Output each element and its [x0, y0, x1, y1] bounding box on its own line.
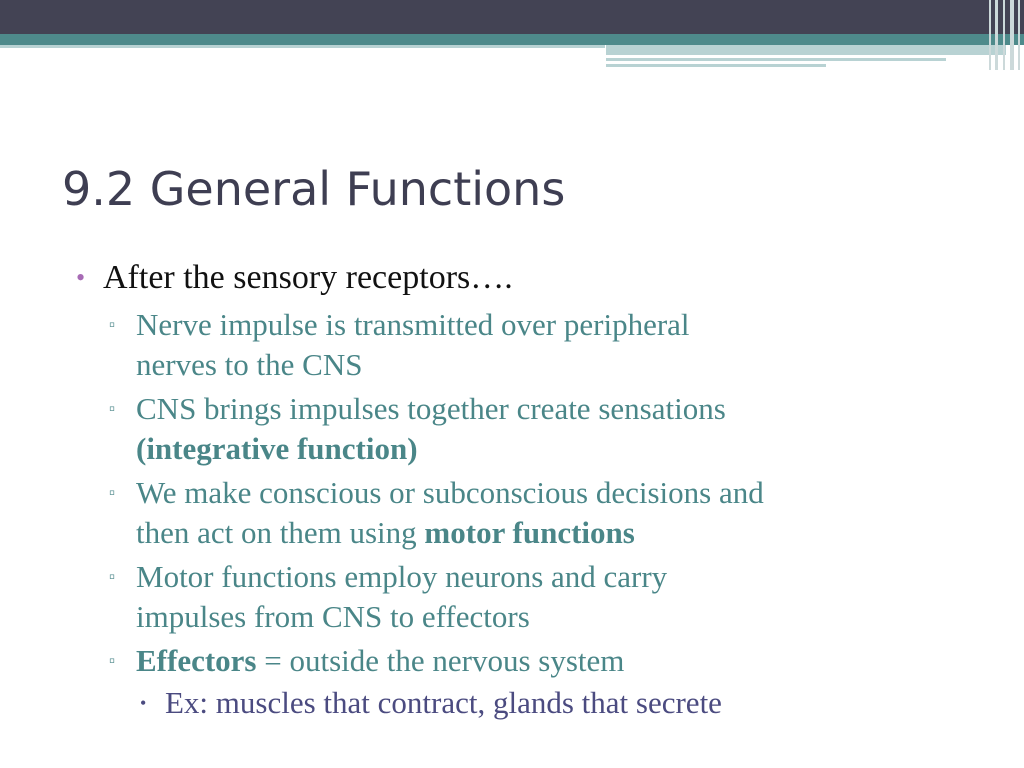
sub-bullet-line: [136, 641, 976, 681]
banner-vertical-line: [1003, 0, 1005, 70]
header-banner: [0, 0, 1024, 70]
banner-stripe: [606, 58, 946, 61]
sub-sub-bullet: [76, 683, 976, 723]
banner-vertical-line: [995, 0, 998, 70]
small-dot-bullet-icon: •: [140, 693, 147, 713]
sub-bullet-text: CNS brings impulses together create sensations: [136, 391, 726, 426]
bullet-main: [76, 255, 976, 301]
banner-stripe: [606, 64, 826, 67]
square-bullet-icon: ▫: [109, 651, 116, 670]
sub-bullet-text: = outside the nervous system: [256, 643, 625, 678]
banner-dark-band: [0, 0, 1024, 34]
sub-sub-bullet-text: Ex: muscles that contract, glands that secrete: [165, 685, 722, 720]
sub-bullet-text: Nerve impulse is transmitted over peripheral: [136, 307, 690, 342]
sub-bullet-1: [76, 305, 976, 385]
slide-body: [76, 255, 976, 723]
slide-title: 9.2 General Functions: [62, 162, 566, 216]
sub-bullet-emphasis: motor functions: [424, 515, 635, 550]
sub-bullet-emphasis: (integrative function): [136, 431, 418, 466]
square-bullet-icon: ▫: [109, 315, 116, 334]
banner-teal-band: [0, 34, 1024, 45]
square-bullet-icon: ▫: [109, 567, 116, 586]
bullet-main-text: After the sensory receptors….: [103, 259, 513, 296]
sub-bullet-3: [76, 473, 976, 553]
sub-bullet-text: We make conscious or subconscious decisions and: [136, 475, 764, 510]
sub-bullet-2: [76, 389, 976, 469]
sub-bullet-text: Motor functions employ neurons and carry: [136, 559, 668, 594]
sub-bullet-line: [136, 513, 976, 553]
sub-bullet-4: [76, 557, 976, 637]
sub-bullet-emphasis: Effectors: [136, 643, 257, 678]
bullet-dot-icon: •: [76, 263, 86, 292]
square-bullet-icon: ▫: [109, 399, 116, 418]
sub-bullet-text: impulses from CNS to effectors: [136, 599, 530, 634]
banner-stripe: [0, 45, 605, 48]
sub-bullet-5: [76, 641, 976, 681]
sub-bullet-text: nerves to the CNS: [136, 347, 363, 382]
banner-stripe: [606, 45, 1006, 55]
banner-vertical-line: [1018, 0, 1020, 70]
sub-bullet-text: then act on them using: [136, 515, 425, 550]
banner-vertical-line: [989, 0, 991, 70]
square-bullet-icon: ▫: [109, 483, 116, 502]
banner-vertical-line: [1010, 0, 1014, 70]
